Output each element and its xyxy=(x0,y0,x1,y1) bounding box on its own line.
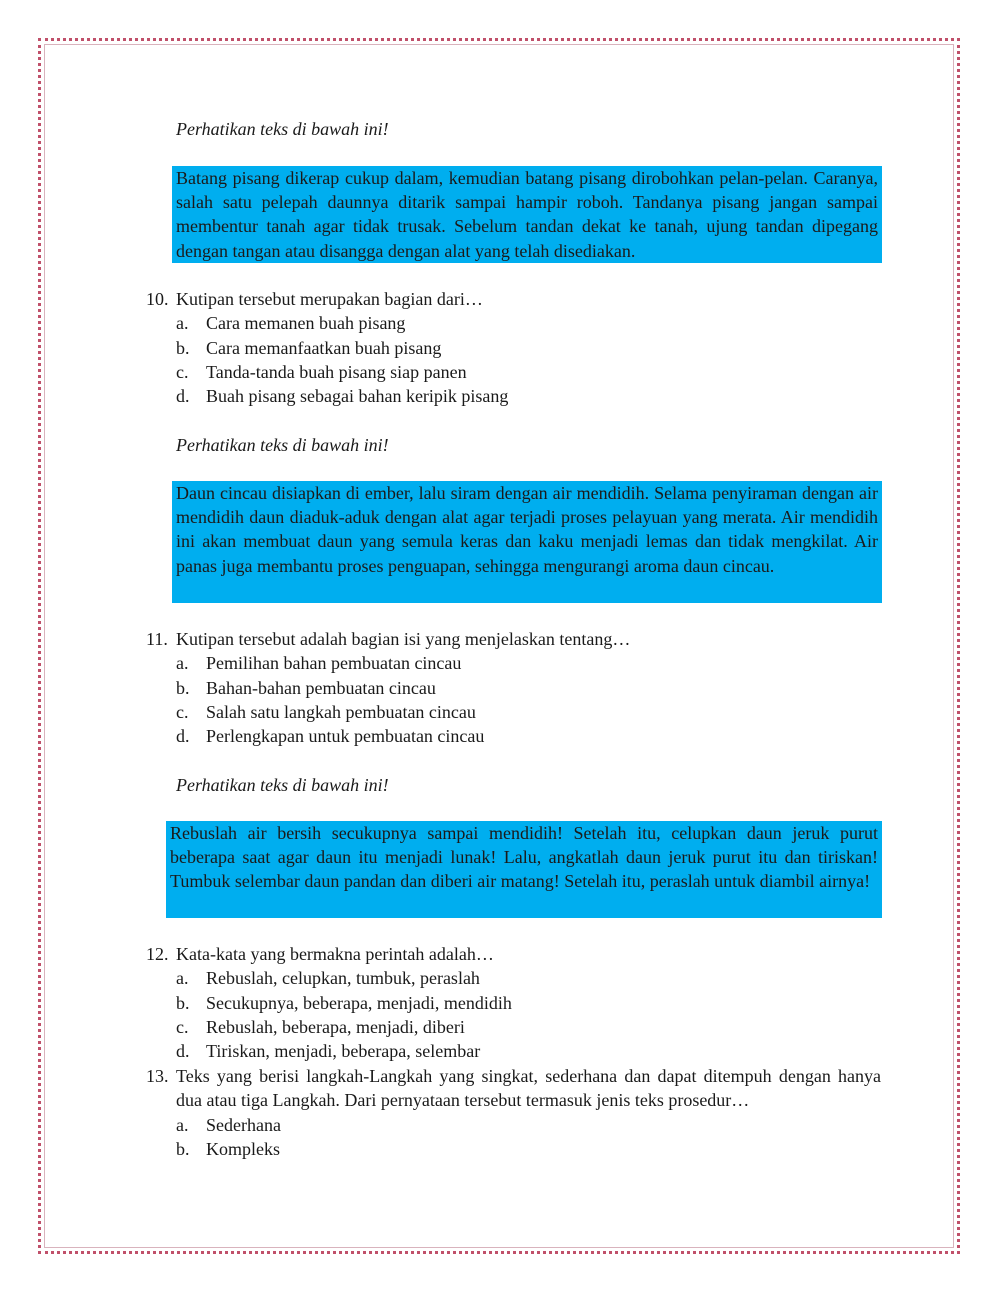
option-text: Perlengkapan untuk pembuatan cincau xyxy=(206,726,485,747)
question-number: 11. xyxy=(146,629,168,649)
option-letter: d. xyxy=(176,386,190,407)
option-d[interactable] xyxy=(146,724,881,748)
option-letter: b. xyxy=(176,992,190,1013)
question-12 xyxy=(146,942,881,1063)
section-2-passage: Daun cincau disiapkan di ember, lalu siram dengan air mendidih. Selama penyiraman dengan air mendidih daun diaduk-aduk dengan alat agar terjadi proses pelayuan yang merata. Air mendidih ini akan membuat daun yang semula keras dan kaku menjadi lemas dan tidak mengkilat. Air panas juga membantu proses penguapan, sehingga mengurangi aroma daun cincau. xyxy=(172,481,882,603)
option-letter: b. xyxy=(176,337,190,358)
question-text: Kata-kata yang bermakna perintah adalah… xyxy=(176,944,494,964)
option-d[interactable] xyxy=(146,1039,881,1063)
option-text: Cara memanen buah pisang xyxy=(206,313,406,334)
option-letter: d. xyxy=(176,1041,190,1062)
question-10 xyxy=(146,287,881,408)
question-13 xyxy=(146,1064,881,1161)
section-3-intro: Perhatikan teks di bawah ini! xyxy=(176,775,389,795)
option-letter: d. xyxy=(176,726,190,747)
question-text: Teks yang berisi langkah-Langkah yang singkat, sederhana dan dapat ditempuh dengan hanya dua atau tiga Langkah. Dari pernyataan tersebut termasuk jenis teks prosedur… xyxy=(176,1066,881,1111)
section-1-intro: Perhatikan teks di bawah ini! xyxy=(176,119,389,139)
option-text: Tiriskan, menjadi, beberapa, selembar xyxy=(206,1041,481,1062)
option-text: Rebuslah, beberapa, menjadi, diberi xyxy=(206,1016,465,1037)
option-b[interactable] xyxy=(146,676,881,700)
option-c[interactable] xyxy=(146,360,881,384)
question-stem xyxy=(146,942,881,966)
question-stem xyxy=(146,627,881,651)
option-b[interactable] xyxy=(146,991,881,1015)
question-number: 13. xyxy=(146,1066,169,1086)
section-3-passage: Rebuslah air bersih secukupnya sampai mendidih! Setelah itu, celupkan daun jeruk purut beberapa saat agar daun itu menjadi lunak! Lalu, angkatlah daun jeruk purut itu dan tiriskan! Tumbuk selembar daun pandan dan diberi air matang! Setelah itu, peraslah untuk diambil airnya! xyxy=(166,821,882,918)
option-c[interactable] xyxy=(146,700,881,724)
option-letter: a. xyxy=(176,653,189,674)
option-text: Tanda-tanda buah pisang siap panen xyxy=(206,361,467,382)
option-text: Bahan-bahan pembuatan cincau xyxy=(206,677,436,698)
option-letter: c. xyxy=(176,361,189,382)
option-text: Sederhana xyxy=(206,1114,281,1135)
option-text: Pemilihan bahan pembuatan cincau xyxy=(206,653,462,674)
question-stem xyxy=(146,287,881,311)
option-a[interactable] xyxy=(146,311,881,335)
option-b[interactable] xyxy=(146,336,881,360)
option-d[interactable] xyxy=(146,384,881,408)
section-1-passage: Batang pisang dikerap cukup dalam, kemudian batang pisang dirobohkan pelan-pelan. Caranya, salah satu pelepah daunnya ditarik sampai hampir roboh. Tandanya pisang jangan sampai membentur tanah agar tidak trusak. Sebelum tandan dekat ke tanah, ujung tandan dipegang dengan tangan atau disangga dengan alat yang telah disediakan. xyxy=(172,166,882,263)
option-c[interactable] xyxy=(146,1015,881,1039)
option-a[interactable] xyxy=(146,651,881,675)
option-text: Rebuslah, celupkan, tumbuk, peraslah xyxy=(206,968,480,989)
section-2-intro: Perhatikan teks di bawah ini! xyxy=(176,435,389,455)
question-number: 10. xyxy=(146,289,169,309)
question-stem xyxy=(146,1064,881,1113)
option-b[interactable] xyxy=(146,1137,881,1161)
option-letter: a. xyxy=(176,968,189,989)
question-11 xyxy=(146,627,881,748)
option-a[interactable] xyxy=(146,966,881,990)
option-text: Salah satu langkah pembuatan cincau xyxy=(206,701,476,722)
option-text: Kompleks xyxy=(206,1138,280,1159)
option-letter: a. xyxy=(176,313,189,334)
option-letter: b. xyxy=(176,1138,190,1159)
option-letter: c. xyxy=(176,1016,189,1037)
option-letter: a. xyxy=(176,1114,189,1135)
option-a[interactable] xyxy=(146,1113,881,1137)
question-text: Kutipan tersebut adalah bagian isi yang menjelaskan tentang… xyxy=(176,629,631,649)
option-text: Buah pisang sebagai bahan keripik pisang xyxy=(206,386,509,407)
option-letter: c. xyxy=(176,701,189,722)
option-text: Cara memanfaatkan buah pisang xyxy=(206,337,442,358)
question-number: 12. xyxy=(146,944,169,964)
question-text: Kutipan tersebut merupakan bagian dari… xyxy=(176,289,483,309)
option-text: Secukupnya, beberapa, menjadi, mendidih xyxy=(206,992,512,1013)
option-letter: b. xyxy=(176,677,190,698)
